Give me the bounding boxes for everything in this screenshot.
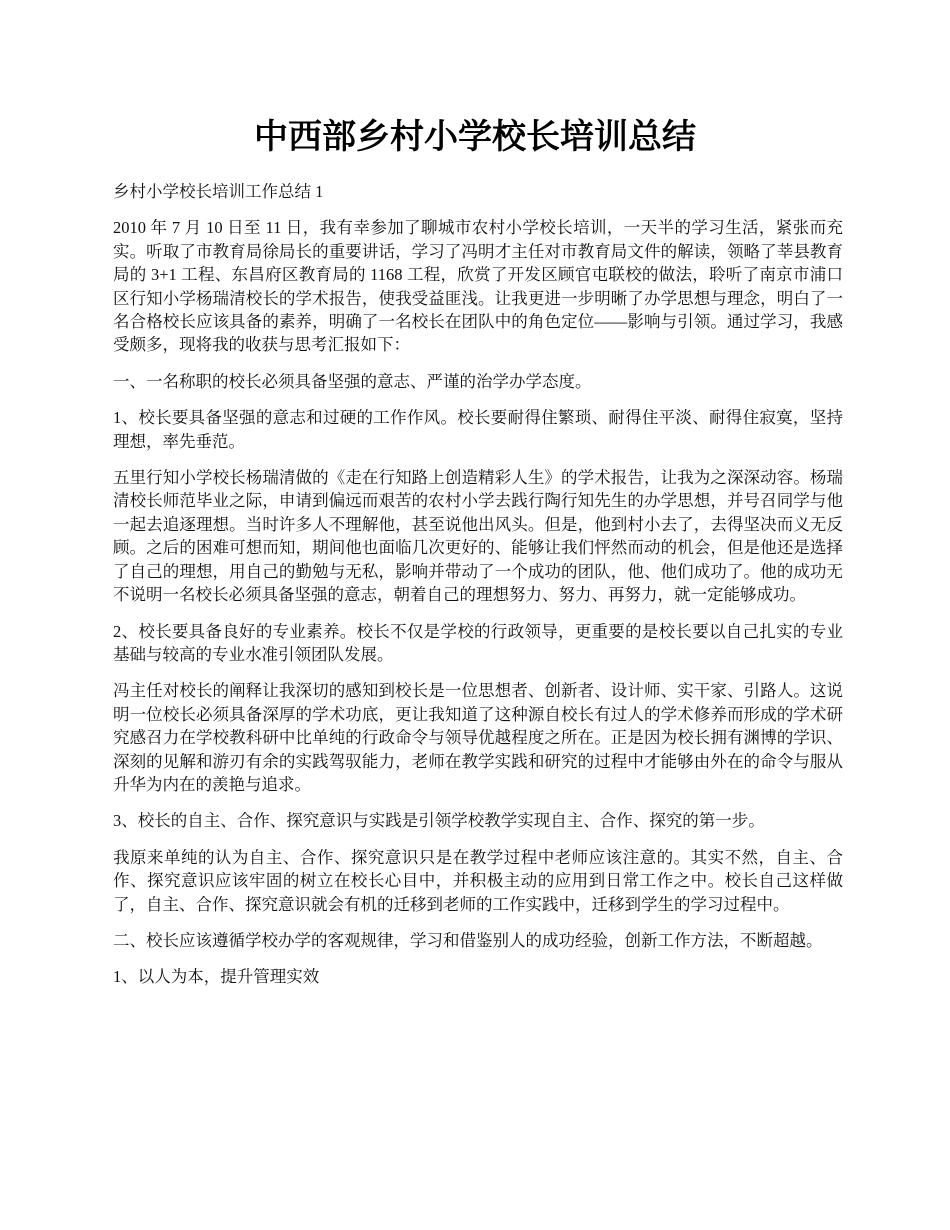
- paragraph: 五里行知小学校长杨瑞清做的《走在行知路上创造精彩人生》的学术报告，让我为之深深动容。杨瑞清校长师范毕业之际，申请到偏远而艰苦的农村小学去践行陶行知先生的办学思想，并号召同学与他一起去追逐理想。当时许多人不理解他，甚至说他出风头。但是，他到村小去了，去得坚决而义无反顾。之后的困难可想而知，期间他也面临几次更好的、能够让我们怦然而动的机会，但是他还是选择了自己的理想，用自己的勤勉与无私，影响并带动了一个成功的团队，他、他们成功了。他的成功无不说明一名校长必须具备坚强的意志，朝着自己的理想努力、努力、再努力，就一定能够成功。: [113, 468, 843, 605]
- paragraph: 1、以人为本，提升管理实效: [113, 967, 320, 987]
- paragraph: 3、校长的自主、合作、探究意识与实践是引领学校教学实现自主、合作、探究的第一步。: [113, 811, 765, 831]
- paragraph: 2、校长要具备良好的专业素养。校长不仅是学校的行政领导，更重要的是校长要以自己扎实的专业基础与较高的专业水准引领团队发展。: [113, 621, 843, 664]
- paragraph: 2010 年 7 月 10 日至 11 日，我有幸参加了聊城市农村小学校长培训，一天半的学习生活，紧张而充实。听取了市教育局徐局长的重要讲话，学习了冯明才主任对市教育局文件的解读，领略了莘县教育局的 3+1 工程、东昌府区教育局的 1168 工程，欣赏了开发区顾官屯联校的做法，聆听了南京市浦口区行知小学杨瑞清校长的学术报告，使我受益匪浅。让我更进一步明晰了办学思想与理念，明白了一名合格校长应该具备的素养，明确了一名校长在团队中的角色定位——影响与引领。通过学习，我感受颇多，现将我的收获与思考汇报如下：: [113, 218, 843, 355]
- document-body: [113, 180, 843, 1002]
- paragraph: 1、校长要具备坚强的意志和过硬的工作作风。校长要耐得住繁琐、耐得住平淡、耐得住寂寞，坚持理想，率先垂范。: [113, 408, 843, 451]
- section-heading: 二、校长应该遵循学校办学的客观规律，学习和借鉴别人的成功经验，创新工作方法，不断超越。: [113, 930, 823, 950]
- document-title: 中西部乡村小学校长培训总结: [254, 117, 696, 157]
- paragraph-subtitle: 乡村小学校长培训工作总结 1: [113, 182, 324, 201]
- section-heading: 一、一名称职的校长必须具备坚强的意志、严谨的治学办学态度。: [113, 371, 592, 391]
- paragraph: 我原来单纯的认为自主、合作、探究意识只是在教学过程中老师应该注意的。其实不然，自主、合作、探究意识应该牢固的树立在校长心目中，并积极主动的应用到日常工作之中。校长自己这样做了，自主、合作、探究意识就会有机的迁移到老师的工作实践中，迁移到学生的学习过程中。: [113, 847, 843, 914]
- paragraph: 冯主任对校长的阐释让我深切的感知到校长是一位思想者、创新者、设计师、实干家、引路人。这说明一位校长必须具备深厚的学术功底，更让我知道了这种源自校长有过人的学术修养而形成的学术研究感召力在学校教科研中比单纯的行政命令与领导优越程度之所在。正是因为校长拥有渊博的学识、深刻的见解和游刃有余的实践驾驭能力，老师在教学实践和研究的过程中才能够由外在的命令与服从升华为内在的羡艳与追求。: [113, 681, 843, 794]
